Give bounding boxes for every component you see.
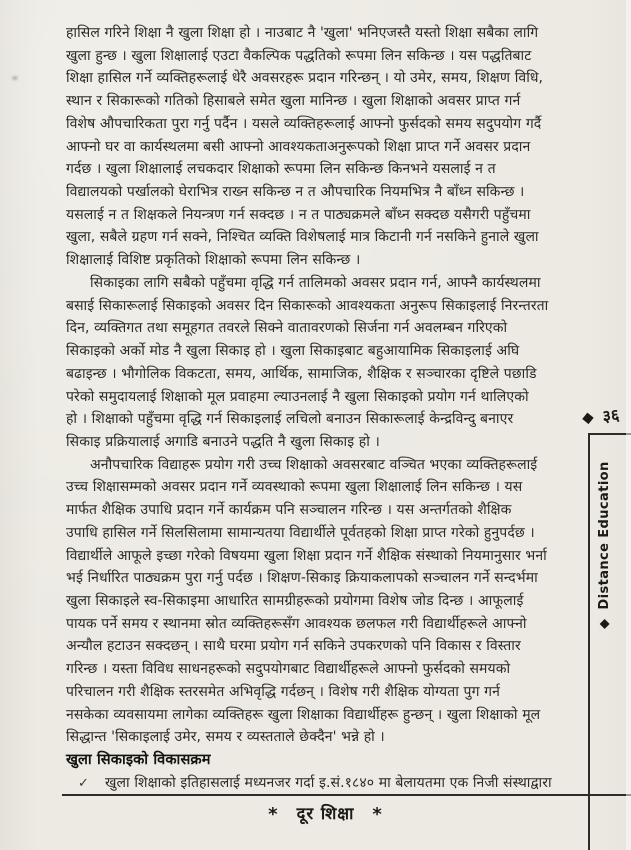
scan-speck (12, 76, 18, 80)
bullet-text: खुला शिक्षाको इतिहासलाई मध्यनजर गर्दा इ.सं.१८४० मा बेलायतमा एक निजी संस्थाद्वारा (105, 774, 552, 791)
section-heading: खुला सिकाइको विकासक्रम (66, 751, 211, 768)
sidebar-label (594, 433, 616, 629)
text-line: हो । शिक्षाको पहुँचमा वृद्धि गर्न सिकाइलाई लचिलो बनाउन सिकारूलाई केन्द्रविन्दु बनाएर (66, 411, 514, 428)
text-line: गर्दछ । खुला शिक्षालाई लचकदार शिक्षाको रूपमा लिन सकिन्छ किनभने यसलाई न त (66, 161, 496, 178)
text-line: उच्च शिक्षासम्मको अवसर प्रदान गर्ने व्यवस्थाको रूपमा खुला शिक्षालाई लिन सकिन्छ । यस (66, 479, 523, 496)
text-line: नसकेका व्यवसायमा लागेका व्यक्तिहरू खुला शिक्षाका विद्यार्थीहरू हुन्छन् । खुला शिक्षाको मूल (66, 706, 541, 723)
text-line: मार्फत शैक्षिक उपाधि प्रदान गर्ने कार्यक्रम पनि सञ्चालन गरिन्छ । यस अन्तर्गतको शैक्षिक (66, 502, 512, 519)
footer-rule (62, 794, 631, 796)
text-line: परेको समुदायलाई शिक्षाको मूल प्रवाहमा ल्याउनलाई नै खुला सिकाइको प्रयोग गर्न थालिएको (66, 388, 529, 405)
text-line: उपाधि हासिल गर्ने सिलसिलामा सामान्यतया विद्यार्थीले पूर्वतहको शिक्षा प्राप्त गरेको हुनुपर्दछ । (66, 524, 535, 541)
text-line: खुला सिकाइले स्व-सिकाइमा आधारित सामग्रीहरूको प्रयोगमा विशेष जोड दिन्छ । आफूलाई (66, 592, 524, 609)
paragraphs (66, 22, 585, 749)
text-line: शिक्षालाई विशिष्ट प्रकृतिको शिक्षाको रूपमा लिन सकिन्छ । (66, 252, 361, 269)
footer-label: दूर शिक्षा (296, 804, 355, 823)
body-text (66, 22, 585, 794)
text-line: अनौपचारिक विद्याहरू प्रयोग गरी उच्च शिक्षाको अवसरबाट वञ्चित भएका व्यक्तिहरूलाई (90, 456, 538, 473)
text-line: दिन, व्यक्तिगत तथा समूहगत तवरले सिक्ने वातावरणको सिर्जना गर्न अवलम्बन गरिएको (66, 320, 508, 337)
page-edge-highlight (626, 0, 631, 850)
text-line: स्थान र सिकारूको गतिको हिसाबले समेत खुला मानिन्छ । खुला शिक्षाको अवसर प्राप्त गर्न (66, 93, 521, 110)
text-line: सिद्धान्त 'सिकाइलाई उमेर, समय र व्यस्तताले छेक्दैन' भन्ने हो । (66, 729, 385, 746)
text-line: आफ्नो घर वा कार्यस्थलमा बसी आफ्नो आवश्यकताअनुरूपको शिक्षा प्राप्त गर्ने अवसर प्रदान (66, 138, 531, 155)
diamond-icon: ◆ (597, 618, 612, 629)
text-line: परिचालन गरी शैक्षिक स्तरसमेत अभिवृद्धि गर्दछन् । विशेष गरी शैक्षिक योग्यता पुग गर्न (66, 683, 500, 700)
diamond-icon: ◆ (581, 407, 595, 427)
sidebar-vertical-rule (588, 433, 590, 850)
text-line: विशेष औपचारिकता पुरा गर्नु पर्दैन । यसले व्यक्तिहरूलाई आफ्नो फुर्सदको समय सदुपयोग गर्दै (66, 115, 542, 132)
text-line: विद्यालयको पर्खालको घेराभित्र राख्न सकिन्छ न त औपचारिक नियमभित्र नै बाँध्न सकिन्छ । (66, 184, 525, 201)
text-line: खुला, सबैले ग्रहण गर्न सक्ने, निश्चित व्यक्ति विशेषलाई मात्र किटानी गर्न नसकिने हुनाले खुला (66, 229, 539, 246)
text-line: गरिन्छ । यस्ता विविध साधनहरूको सदुपयोगबाट विद्यार्थीहरूले आफ्नो फुर्सदको समयको (66, 661, 511, 678)
checkmark-icon: ✓ (78, 775, 89, 791)
text-line: विद्यार्थीले आफूले इच्छा गरेको विषयमा खुला शिक्षा प्रदान गर्ने शैक्षिक संस्थाको नियमानुसार भर्ना (66, 547, 547, 564)
text-line: सिकाइ प्रक्रियालाई अगाडि बनाउने पद्धति नै खुला सिकाइ हो । (66, 433, 380, 450)
footer-title (66, 801, 585, 824)
page-number-value: ३६ (601, 405, 621, 426)
text-line: अन्यौल हटाउन सक्दछन् । साथै घरमा प्रयोग गर्न सकिने उपकरणको पनि विकास र विस्तार (66, 638, 521, 655)
text-line: हासिल गरिने शिक्षा नै खुला शिक्षा हो । नाउबाट नै 'खुला' भनिएजस्तै यस्तो शिक्षा सबैका लागि (66, 25, 539, 41)
text-line: बढाइन्छ । भौगोलिक विकटता, समय, आर्थिक, सामाजिक, शैक्षिक र सञ्चारका दृष्टिले पछाडि (66, 365, 537, 382)
page-number (581, 403, 620, 429)
text-line: खुला हुन्छ । खुला शिक्षालाई एउटा वैकल्पिक पद्धतिको रूपमा लिन सकिन्छ । यस पद्धतिबाट (66, 47, 532, 64)
text-line: सिकाइको अर्को मोड नै खुला सिकाइ हो । खुला सिकाइबाट बहुआयामिक सिकाइलाई अघि (66, 343, 520, 360)
text-line: यसलाई न त शिक्षकले नियन्त्रण गर्न सक्दछ । न त पाठ्यक्रमले बाँध्न सक्दछ यसैगरी पहुँचमा (66, 206, 531, 223)
star-left-icon: * (268, 804, 279, 825)
text-line: भई निर्धारित पाठ्यक्रम पुरा गर्नु पर्दछ । शिक्षण-सिकाइ क्रियाकलापको सञ्चालन गर्ने सन्दर्भमा (66, 570, 538, 587)
text-line: शिक्षा हासिल गर्ने व्यक्तिहरूलाई धेरै अवसरहरू प्रदान गरिन्छन् । यो उमेर, समय, शिक्षण विधि, (66, 70, 544, 87)
text-line: पायक पर्ने समय र स्थानमा स्रोत व्यक्तिहरूसँग आवश्यक छलफल गरी विद्यार्थीहरूले आफ्नो (66, 615, 527, 632)
star-right-icon: * (372, 804, 383, 825)
text-line: सिकाइका लागि सबैको पहुँचमा वृद्धि गर्न तालिमको अवसर प्रदान गर्न, आफ्नै कार्यस्थलमा (90, 274, 541, 291)
bullet-item (66, 772, 585, 795)
sidebar-label-text: Distance Education (597, 461, 612, 610)
text-line: बसाई सिकारूलाई सिकाइको अवसर दिन सिकारूको आवश्यकता अनुरूप सिकाइलाई निरन्तरता (66, 297, 549, 314)
